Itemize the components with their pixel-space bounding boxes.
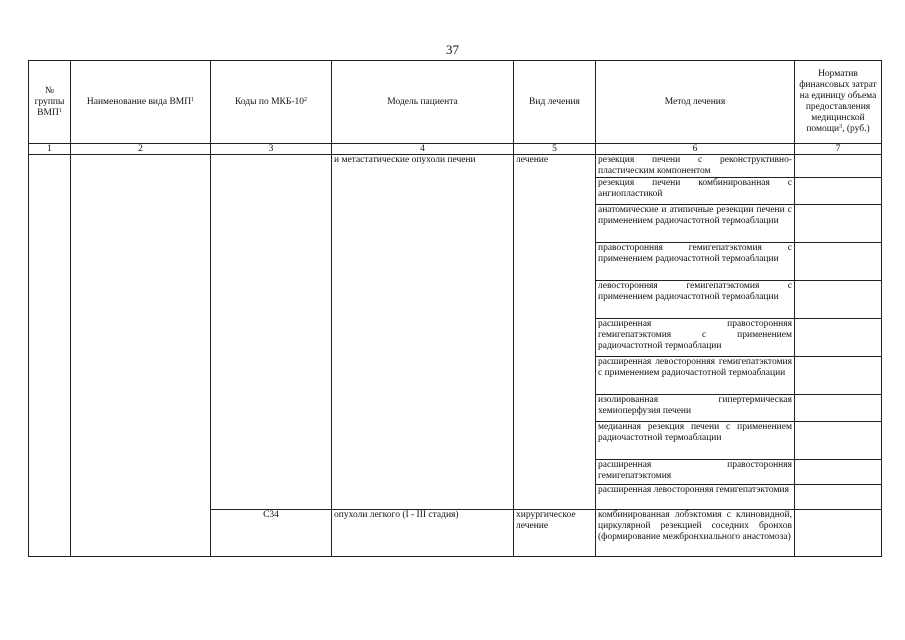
page-number: 37 [446, 42, 459, 57]
cost-cell [795, 281, 882, 319]
icd-code-cell [211, 155, 332, 510]
cost-cell [795, 155, 882, 178]
patient-model-cell: и метастатические опухоли печени [332, 155, 514, 510]
group-number-cell [29, 155, 71, 557]
column-number: 6 [596, 144, 795, 155]
cost-cell [795, 460, 882, 485]
treatment-type-cell: хирургическое лечение [514, 510, 596, 557]
cost-cell [795, 510, 882, 557]
header-vmp-name: Наименование вида ВМП$^1$ [71, 61, 211, 144]
header-cost-norm: Норматив финансовых затрат на единицу объема предоставления медицинской помощи$^3$, (руб.) [795, 61, 882, 144]
cost-cell [795, 243, 882, 281]
method-cell: комбинированная лобэктомия с клиновидной, циркулярной резекцией соседних бронхов (формирование межбронхиального анастомоза) [596, 510, 795, 557]
method-cell: расширенная левосторонняя гемигепатэктомия [596, 485, 795, 510]
header-row [29, 61, 882, 144]
column-number: 1 [29, 144, 71, 155]
method-cell: анатомические и атипичные резекции печени с применением радиочастотной термоаблации [596, 205, 795, 243]
column-number: 4 [332, 144, 514, 155]
cost-cell [795, 422, 882, 460]
column-number: 5 [514, 144, 596, 155]
vmp-name-cell [71, 155, 211, 557]
vmp-table [28, 60, 882, 557]
cost-cell [795, 395, 882, 422]
header-patient-model: Модель пациента [332, 61, 514, 144]
method-cell: расширенная правосторонняя гемигепатэктомия [596, 460, 795, 485]
method-cell: изолированная гипертермическая хемиоперфузия печени [596, 395, 795, 422]
method-cell: расширенная правосторонняя гемигепатэктомия с применением радиочастотной термоаблации [596, 319, 795, 357]
icd-code-cell: C34 [211, 510, 332, 557]
header-icd-codes: Коды по МКБ-$10^2$ [211, 61, 332, 144]
method-cell: расширенная левосторонняя гемигепатэктомия с применением радиочастотной термоаблации [596, 357, 795, 395]
treatment-type-cell: лечение [514, 155, 596, 510]
cost-cell [795, 357, 882, 395]
method-cell: резекция печени с реконструктивно-пластическим компонентом [596, 155, 795, 178]
table-row [29, 155, 882, 178]
cost-cell [795, 485, 882, 510]
header-treatment-type: Вид лечения [514, 61, 596, 144]
method-cell: резекция печени комбинированная с ангиопластикой [596, 178, 795, 205]
column-number: 7 [795, 144, 882, 155]
column-number: 3 [211, 144, 332, 155]
cost-cell [795, 205, 882, 243]
cost-cell [795, 178, 882, 205]
column-numbers-row [29, 144, 882, 155]
header-group-number: № группы ВМП$^1$ [29, 61, 71, 144]
method-cell: левосторонняя гемигепатэктомия с применением радиочастотной термоаблации [596, 281, 795, 319]
method-cell: правосторонняя гемигепатэктомия с применением радиочастотной термоаблации [596, 243, 795, 281]
patient-model-cell: опухоли легкого (I - III стадия) [332, 510, 514, 557]
header-treatment-method: Метод лечения [596, 61, 795, 144]
method-cell: медианная резекция печени с применением радиочастотной термоаблации [596, 422, 795, 460]
cost-cell [795, 319, 882, 357]
column-number: 2 [71, 144, 211, 155]
